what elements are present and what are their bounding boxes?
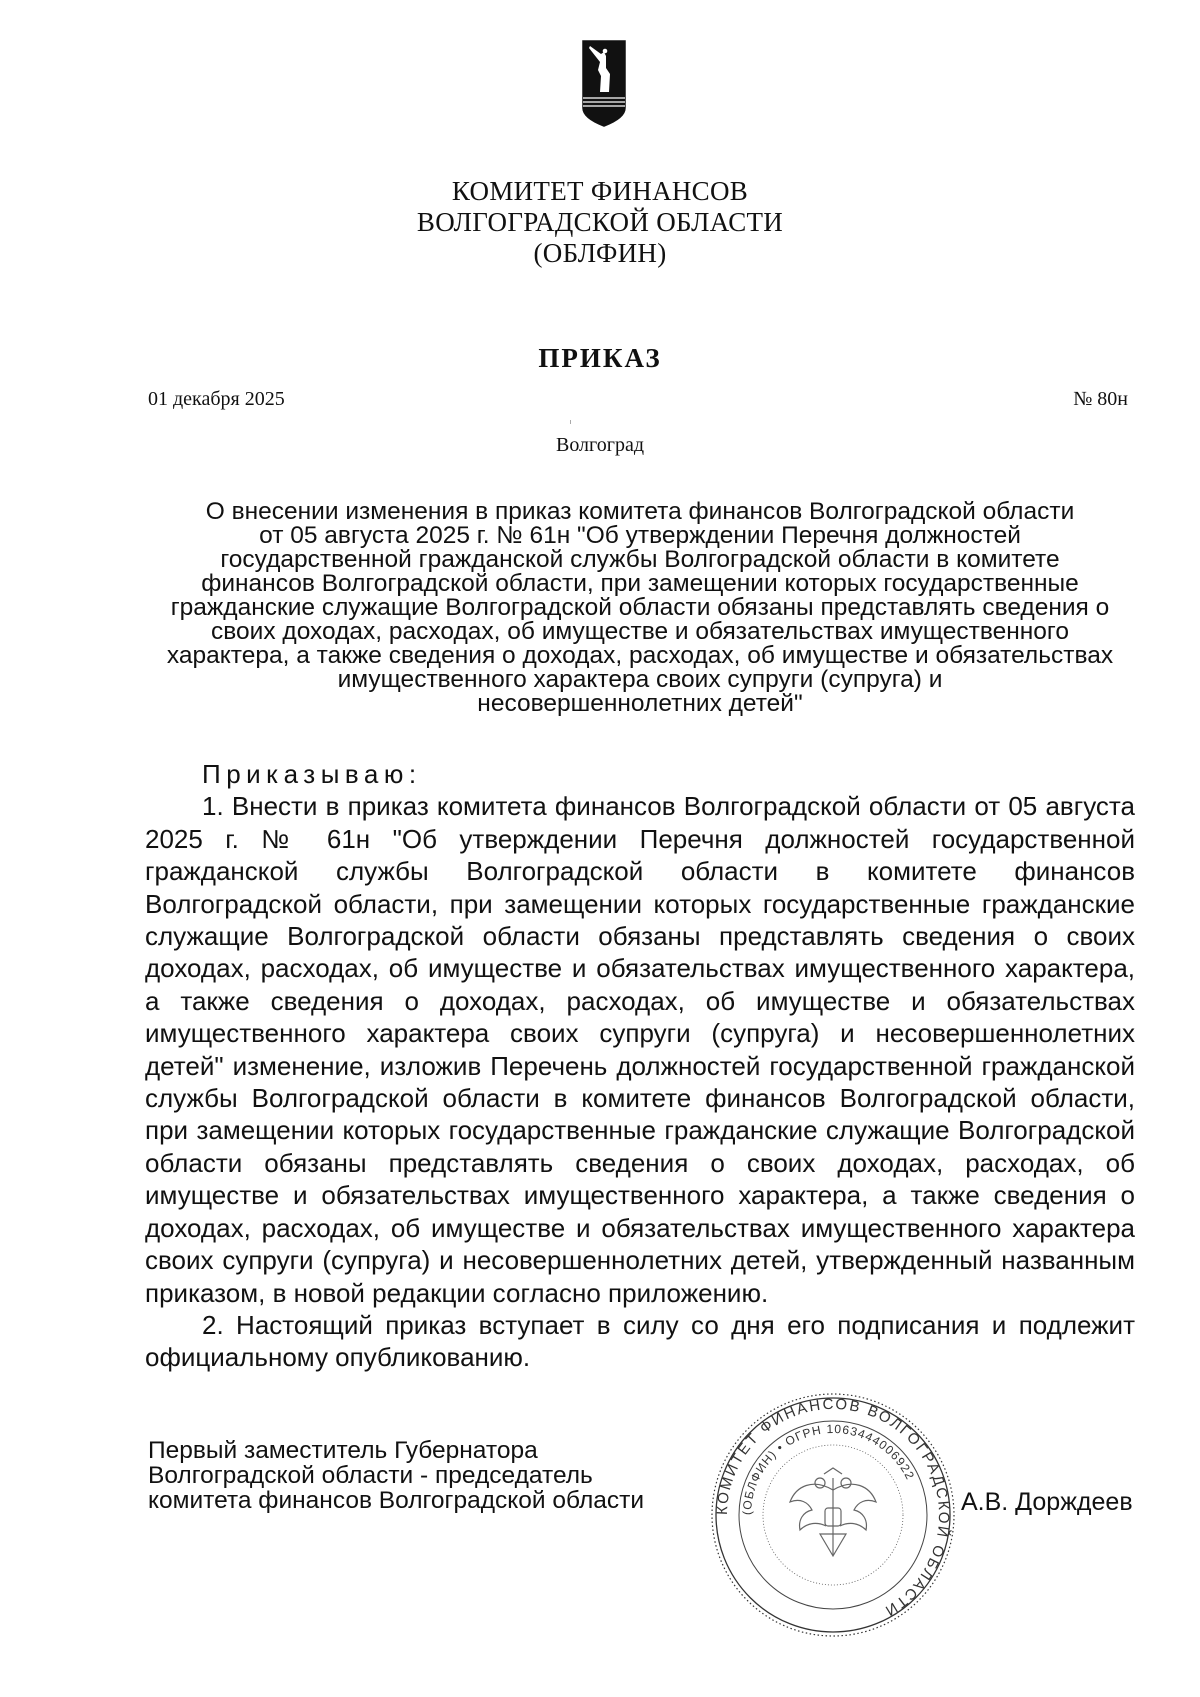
document-city: Волгоград bbox=[555, 434, 645, 456]
scan-mark bbox=[570, 420, 571, 424]
signer-position-line: Первый заместитель Губернатора bbox=[148, 1437, 538, 1464]
title-line: имущественного характера своих супруги (супруга) и bbox=[337, 666, 943, 693]
signer-name: А.В. Дорждеев bbox=[961, 1488, 1133, 1516]
org-name-line-1: КОМИТЕТ ФИНАНСОВ bbox=[451, 176, 749, 206]
paragraph-1: 1. Внести в приказ комитета финансов Волгоградской области от 05 августа 2025 г. № 61н "Об утверждении Перечня должностей государственной гражданской службы Волгоградской области в комитете финансов Волгоградской области, при замещении которых государственные гражданские служащие Волгоградской области обязаны представлять сведения о своих доходах, расходах, об имуществе и обязательствах имущественного характера, а также сведения о доходах, расходах, об имуществе и обязательствах имущественного характера своих супруги (супруга) и несовершеннолетних детей" изменение, изложив Перечень должностей государственной гражданской службы Волгоградской области в комитете финансов Волгоградской области, при замещении которых государственные гражданские служащие Волгоградской области обязаны представлять сведения о своих доходах, расходах, об имуществе и обязательствах имущественного характера, а также сведения о доходах, расходах, об имуществе и обязательствах имущественного характера своих супруги (супруга) и несовершеннолетних детей, утвержденный названным приказом, в новой редакции согласно приложению. bbox=[145, 791, 1135, 1308]
title-line: О внесении изменения в приказ комитета финансов Волгоградской области bbox=[205, 498, 1075, 525]
document-title bbox=[140, 500, 1140, 716]
signer-position-line: Волгоградской области - председатель bbox=[148, 1462, 593, 1489]
order-word: Приказываю: bbox=[202, 759, 422, 789]
coat-of-arms-icon bbox=[582, 40, 626, 128]
title-line: от 05 августа 2025 г. № 61н "Об утверждении Перечня должностей bbox=[259, 522, 1021, 549]
official-seal-icon bbox=[708, 1390, 958, 1640]
double-headed-eagle-icon bbox=[790, 1468, 876, 1556]
signer-position bbox=[148, 1438, 644, 1513]
document-date: 01 декабря 2025 bbox=[148, 388, 285, 410]
seal-outer-text: КОМИТЕТ ФИНАНСОВ ВОЛГОГРАДСКОЙ ОБЛАСТИ bbox=[713, 1395, 953, 1620]
organization-header bbox=[300, 176, 900, 269]
document-number: № 80н bbox=[1073, 388, 1128, 410]
title-line: гражданские служащие Волгоградской области обязаны представлять сведения о bbox=[170, 594, 1110, 621]
title-line: государственной гражданской службы Волгоградской области в комитете bbox=[220, 546, 1060, 573]
document-body bbox=[145, 758, 1135, 1374]
paragraph-2: 2. Настоящий приказ вступает в силу со дня его подписания и подлежит официальному опубликованию. bbox=[145, 1309, 1135, 1373]
signer-position-line: комитета финансов Волгоградской области bbox=[148, 1487, 645, 1514]
document-type: ПРИКАЗ bbox=[538, 343, 662, 373]
org-name-line-3: (ОБЛФИН) bbox=[533, 238, 667, 268]
title-line: характера, а также сведения о доходах, расходах, об имуществе и обязательствах bbox=[166, 642, 1114, 669]
title-line: несовершеннолетних детей" bbox=[477, 690, 803, 717]
title-line: своих доходах, расходах, об имуществе и обязательствах имущественного bbox=[211, 618, 1069, 645]
title-line: финансов Волгоградской области, при замещении которых государственные bbox=[201, 570, 1079, 597]
org-name-line-2: ВОЛГОГРАДСКОЙ ОБЛАСТИ bbox=[416, 207, 784, 237]
seal-inner-text: (ОБЛФИН) • ОГРН 1063444006922 bbox=[739, 1421, 918, 1516]
